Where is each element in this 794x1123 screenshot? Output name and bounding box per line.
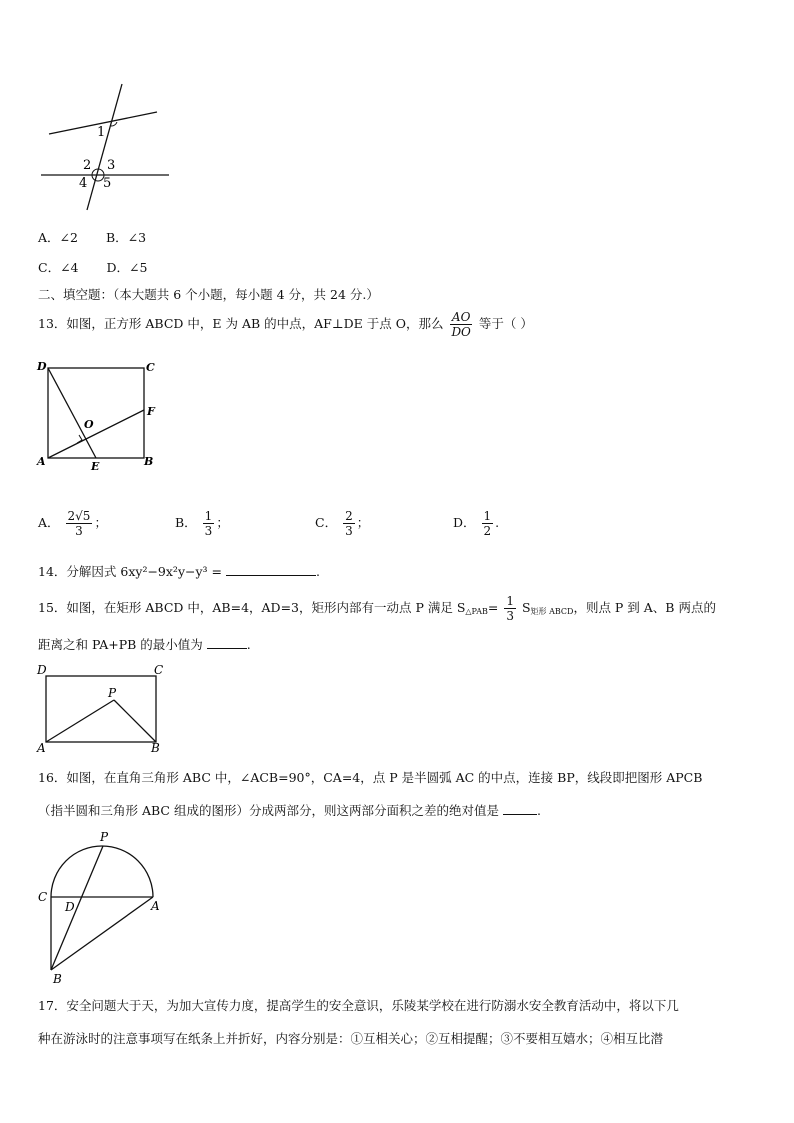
q12-angle-1: 1: [97, 125, 106, 140]
q16-label-a: A: [151, 899, 160, 913]
q13-option-c: C． $\frac{2}{3}$ ；: [315, 509, 370, 538]
q12-angle-5: 5: [103, 176, 112, 191]
q13-option-d: D． $\frac{1}{2}$ .: [453, 509, 500, 538]
section-title: 二、填空题：（本大题共 6 个小题，每小题 4 分，共 24 分.）: [38, 287, 379, 302]
q12-option-a: A．∠2: [38, 230, 78, 245]
q15-label-c: C: [154, 663, 164, 677]
q13-label-a: A: [37, 455, 46, 468]
q13-fraction: $\frac{AO}{DO}$: [451, 310, 471, 339]
q13-label-f: F: [147, 405, 155, 418]
q16-answer-blank: [503, 814, 537, 815]
q16-label-c: C: [38, 890, 48, 904]
q13-label-o: O: [84, 418, 94, 431]
q17-line2: 种在游泳时的注意事项写在纸条上并折好，内容分别是：①互相关心；②互相提醒；③不要相互嬉水；④相互比潜: [38, 1031, 664, 1046]
q16-label-d: D: [65, 900, 75, 914]
q12-option-d: D．∠5: [106, 260, 148, 275]
q12-angle-3: 3: [107, 158, 116, 173]
q16-line1: 16．如图，在直角三角形 ABC 中，∠ACB=90°，CA=4，点 P 是半圆弧 AC 的中点，连接 BP，线段即把图形 APCB: [38, 770, 703, 785]
q12-options-row1: [38, 229, 146, 247]
q15-label-b: B: [151, 741, 160, 755]
q13-option-a: A． $\frac{2√5}{3}$ ；: [38, 509, 107, 538]
q15-line2: 距离之和 PA+PB 的最小值为 .: [38, 637, 251, 652]
q17-line1: 17．安全问题大于天，为加大宣传力度，提高学生的安全意识，乐陵某学校在进行防溺水安全教育活动中，将以下几: [38, 998, 679, 1013]
q12-option-c: C．∠4: [38, 260, 79, 275]
q15-line1: 15．如图，在矩形 ABCD 中，AB=4，AD=3，矩形内部有一动点 P 满足 $S_{\triangle PAB}=$ $\frac{1}{3}$ $S_{矩形 ABCD}$，则点 P 到 A、B 两点的: [38, 594, 716, 623]
q13-stem: 13．如图，正方形 ABCD 中，E 为 AB 的中点，AF⊥DE 于点 O，那么 $\frac{AO}{DO}$ 等于（ ）: [38, 310, 533, 339]
q16-line2: （指半圆和三角形 ABC 组成的图形）分成两部分，则这两部分面积之差的绝对值是 .: [38, 803, 541, 818]
q15-figure: [34, 660, 169, 756]
q15-label-p: P: [108, 686, 117, 700]
q12-angle-4: 4: [79, 176, 88, 191]
q13-label-c: C: [146, 361, 155, 374]
q12-angle-2: 2: [83, 158, 92, 173]
q13-figure: [34, 358, 164, 476]
q16-label-b: B: [53, 972, 62, 986]
q14-answer-blank: [226, 575, 316, 576]
q13-label-b: B: [144, 455, 154, 468]
q15-label-a: A: [37, 741, 46, 755]
q12-figure: [35, 82, 175, 214]
q16-figure: [34, 828, 169, 988]
q13-option-b: B． $\frac{1}{3}$ ；: [175, 509, 229, 538]
q13-label-e: E: [91, 460, 100, 473]
q15-label-d: D: [37, 663, 47, 677]
q15-answer-blank: [207, 648, 247, 649]
q14-stem: 14．分解因式 6xy²−9x²y−y³ = .: [38, 564, 320, 579]
q12-options-row2: [38, 259, 147, 277]
q13-label-d: D: [37, 360, 47, 373]
q12-option-b: B．∠3: [105, 230, 147, 245]
q16-label-p: P: [100, 830, 109, 844]
